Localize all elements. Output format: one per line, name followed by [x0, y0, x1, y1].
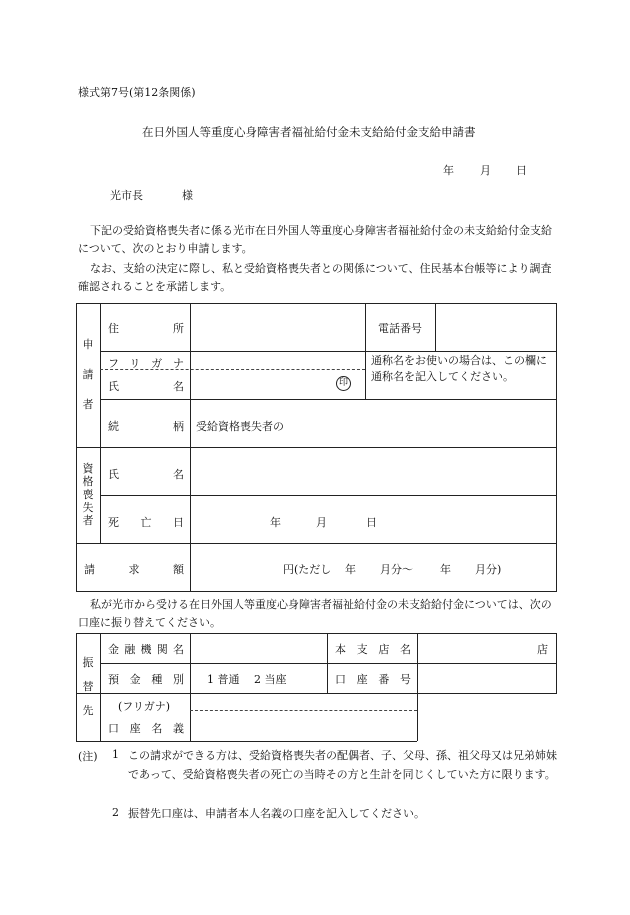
account-holder-label: 口座名義: [108, 722, 184, 735]
relation-label: 続柄: [108, 420, 184, 433]
deceased-section-label: 資格喪失者: [82, 462, 94, 527]
branch-input[interactable]: [420, 636, 535, 661]
account-number-label: 口座番号: [335, 673, 411, 686]
note-2-text: 振替先口座は、申請者本人名義の口座を記入してください。: [128, 807, 425, 820]
deceased-name-label: 氏名: [108, 468, 184, 481]
notes-label: (注): [78, 750, 98, 763]
deposit-type-options[interactable]: 1 普通 2 当座: [207, 673, 287, 686]
claim-month-1: 月分〜: [380, 563, 413, 576]
claim-year-1: 年: [345, 563, 356, 576]
claim-label: 請求額: [84, 563, 184, 576]
applicant-name-label: 氏名: [108, 380, 184, 393]
note-1-number: 1: [112, 748, 119, 761]
applicant-furigana-label: フリガナ: [108, 357, 184, 370]
address-label: 住所: [108, 322, 184, 335]
form-number: 様式第7号(第12条関係): [78, 86, 196, 99]
branch-label: 本支店名: [335, 643, 411, 656]
transfer-section-label: 振替先: [82, 656, 94, 717]
applicant-section-label: 申請者: [82, 338, 94, 411]
date-day-label: 日: [516, 164, 527, 177]
account-number-input[interactable]: [420, 666, 554, 691]
claim-yen-note: 円(ただし: [283, 563, 332, 576]
relation-input[interactable]: [290, 404, 554, 444]
death-date-year: 年: [270, 516, 281, 529]
date-year-label: 年: [443, 164, 454, 177]
transfer-paragraph: 私が光市から受ける在日外国人等重度心身障害者福祉給付金の未支給給付金については、次の口座に振り替えてください。: [78, 598, 552, 629]
claim-month-2: 月分): [475, 563, 502, 576]
relation-value: 受給資格喪失者の: [196, 420, 284, 433]
addressee-honorific: 様: [182, 189, 193, 202]
deceased-name-input[interactable]: [192, 450, 554, 494]
seal-icon: 印: [336, 376, 351, 391]
bank-label: 金融機関名: [108, 643, 184, 656]
applicant-name-input[interactable]: [192, 372, 332, 396]
page-title: 在日外国人等重度心身障害者福祉給付金未支給給付金支給申請書: [142, 125, 476, 139]
note-1-text: この請求ができる方は、受給資格喪失者の配偶者、子、父母、孫、祖父母又は兄弟姉妹であって、受給資格喪失者の死亡の当時その方と生計を同じくしていた方に限ります。: [128, 749, 557, 781]
alias-note: 通称名をお使いの場合は、この欄に通称名を記入してください。: [371, 354, 547, 383]
address-input[interactable]: [192, 306, 364, 350]
branch-suffix: 店: [537, 643, 548, 656]
applicant-furigana-input[interactable]: [192, 354, 364, 368]
account-holder-input[interactable]: [192, 713, 415, 739]
death-date-month: 月: [316, 516, 327, 529]
date-month-label: 月: [480, 164, 491, 177]
phone-label: 電話番号: [378, 322, 422, 335]
intro-paragraph-1: 下記の受給資格喪失者に係る光市在日外国人等重度心身障害者福祉給付金の未支給給付金支給について、次のとおり申請します。: [78, 224, 552, 255]
addressee-name: 光市長: [110, 189, 143, 202]
holder-furigana-label: (フリガナ): [118, 700, 171, 713]
claim-amount-input[interactable]: [192, 548, 272, 588]
deposit-type-label: 預金種別: [108, 673, 184, 686]
bank-input[interactable]: [192, 636, 325, 661]
note-2-number: 2: [112, 806, 119, 819]
death-date-label: 死亡日: [108, 516, 184, 529]
intro-paragraph-2: なお、支給の決定に際し、私と受給資格喪失者との関係について、住民基本台帳等により調査確認されることを承諾します。: [78, 262, 552, 293]
holder-furigana-input[interactable]: [192, 696, 415, 709]
death-date-day: 日: [366, 516, 377, 529]
claim-year-2: 年: [440, 563, 451, 576]
phone-input[interactable]: [437, 306, 555, 350]
